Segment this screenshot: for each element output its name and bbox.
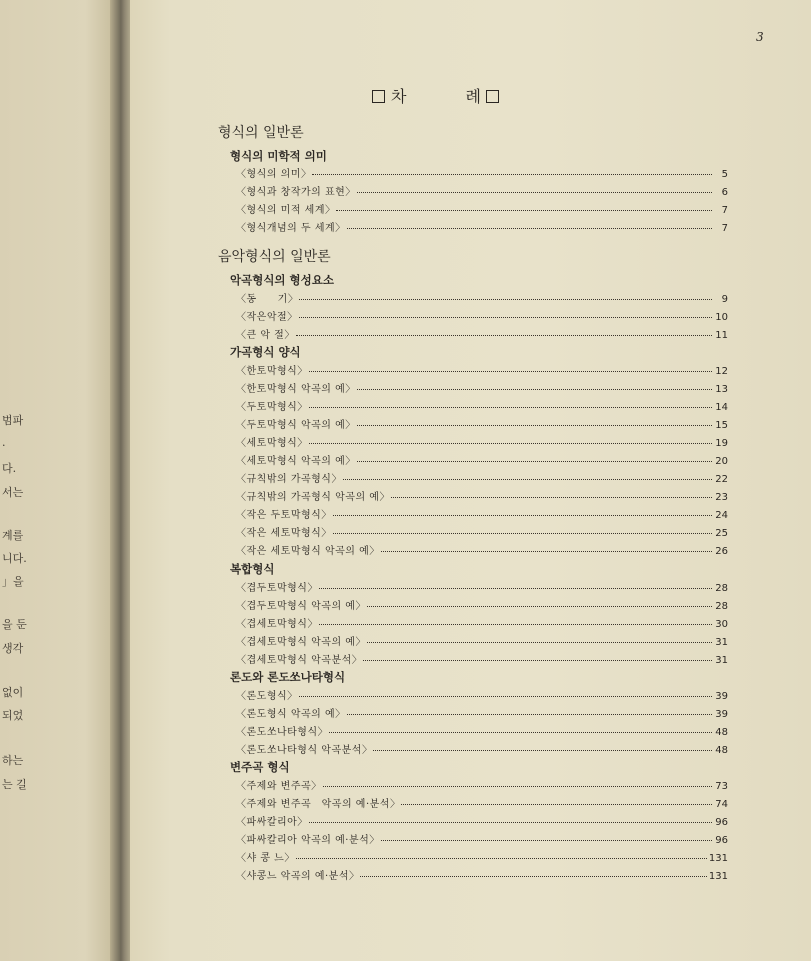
toc-entry[interactable] [236, 651, 728, 665]
toc-entry-page: 6 [721, 187, 728, 198]
page-number: 3 [756, 30, 764, 44]
dot-leader [336, 210, 712, 211]
left-text-fragment: 서는 [2, 486, 24, 499]
toc-entry-page: 24 [715, 510, 728, 521]
dot-leader [309, 822, 712, 823]
toc-entry-page: 23 [715, 492, 728, 503]
dot-leader [373, 750, 712, 751]
toc-entry[interactable] [236, 831, 728, 845]
toc-entry-page: 39 [715, 709, 728, 720]
dot-leader [333, 533, 712, 534]
toc-entry[interactable] [236, 416, 728, 430]
dot-leader [309, 407, 712, 408]
toc-entry-page: 73 [715, 781, 728, 792]
toc-entry-page: 14 [715, 402, 728, 413]
left-text-fragment: 을 둔 [2, 618, 27, 631]
toc-entry[interactable] [236, 849, 728, 863]
dot-leader [367, 642, 712, 643]
toc-entry-label: 〈큰 악 절〉 [236, 330, 295, 341]
dot-leader [296, 858, 707, 859]
dot-leader [309, 371, 712, 372]
toc-entry[interactable] [236, 362, 728, 376]
square-bullet-icon [486, 90, 499, 103]
dot-leader [381, 551, 712, 552]
section-heading: 론도와 론도쏘나타형식 [230, 670, 346, 684]
title-first-char: 차 [391, 87, 408, 106]
toc-entry[interactable] [236, 705, 728, 719]
left-text-fragment: 생각 [2, 642, 24, 655]
toc-entry-label: 〈파싸칼리아 악곡의 예·분석〉 [236, 835, 380, 846]
toc-entry-page: 25 [715, 528, 728, 539]
toc-entry-page: 7 [721, 223, 728, 234]
toc-entry-label: 〈론도쏘나타형식 악곡분석〉 [236, 745, 373, 756]
toc-entry-page: 48 [715, 745, 728, 756]
toc-entry-label: 〈겹세토막형식〉 [236, 619, 318, 630]
toc-entry-label: 〈작은 두토막형식〉 [236, 510, 332, 521]
toc-entry[interactable] [236, 506, 728, 520]
toc-entry[interactable] [236, 434, 728, 448]
dot-leader [329, 732, 712, 733]
dot-leader [296, 335, 712, 336]
toc-entry[interactable] [236, 813, 728, 827]
toc-entry[interactable] [236, 741, 728, 755]
toc-entry-page: 28 [715, 601, 728, 612]
toc-entry-page: 28 [715, 583, 728, 594]
dot-leader [401, 804, 712, 805]
toc-entry-label: 〈론도쏘나타형식〉 [236, 727, 329, 738]
toc-entry-page: 19 [715, 438, 728, 449]
toc-entry-label: 〈세토막형식〉 [236, 438, 308, 449]
toc-entry[interactable] [236, 867, 728, 881]
toc-entry-label: 〈형식의 미적 세계〉 [236, 205, 336, 216]
toc-entry[interactable] [236, 165, 728, 179]
toc-entry[interactable] [236, 777, 728, 791]
dot-leader [381, 840, 712, 841]
dot-leader [299, 299, 712, 300]
toc-entry-page: 131 [708, 853, 728, 864]
toc-entry[interactable] [236, 723, 728, 737]
toc-entry[interactable] [236, 795, 728, 809]
left-text-fragment: 다. [2, 462, 17, 475]
toc-entry-page: 30 [715, 619, 728, 630]
toc-entry[interactable] [236, 201, 728, 215]
dot-leader [357, 389, 712, 390]
toc-entry-label: 〈규칙밖의 가곡형식 악곡의 예〉 [236, 492, 390, 503]
toc-entry-label: 〈두토막형식〉 [236, 402, 308, 413]
toc-entry[interactable] [236, 542, 728, 556]
toc-entry-label: 〈형식개념의 두 세계〉 [236, 223, 346, 234]
dot-leader [312, 174, 712, 175]
toc-entry-page: 39 [715, 691, 728, 702]
toc-entry-page: 9 [721, 294, 728, 305]
toc-entry[interactable] [236, 219, 728, 233]
toc-entry-label: 〈작은 세토막형식 악곡의 예〉 [236, 546, 380, 557]
toc-entry[interactable] [236, 380, 728, 394]
toc-entry-label: 〈파싸칼리아〉 [236, 817, 308, 828]
toc-entry-page: 48 [715, 727, 728, 738]
toc-entry-label: 〈작은 세토막형식〉 [236, 528, 332, 539]
toc-entry-label: 〈겹세토막형식 악곡분석〉 [236, 655, 363, 666]
toc-entry[interactable] [236, 326, 728, 340]
dot-leader [357, 425, 712, 426]
toc-entry[interactable] [236, 524, 728, 538]
toc-entry-label: 〈샤 콩 느〉 [236, 853, 295, 864]
toc-entry-label: 〈주제와 변주곡〉 [236, 781, 322, 792]
toc-entry-page: 10 [715, 312, 728, 323]
toc-entry-page: 131 [708, 871, 728, 882]
toc-entry-label: 〈론도형식 악곡의 예〉 [236, 709, 346, 720]
left-text-fragment: . [2, 436, 6, 449]
dot-leader [333, 515, 712, 516]
dot-leader [391, 497, 712, 498]
left-page [0, 0, 122, 961]
toc-entry-label: 〈형식과 창작가의 표현〉 [236, 187, 356, 198]
toc-entry-label: 〈규칙밖의 가곡형식〉 [236, 474, 342, 485]
toc-entry[interactable] [236, 183, 728, 197]
toc-entry-label: 〈작은악절〉 [236, 312, 298, 323]
toc-entry[interactable] [236, 452, 728, 466]
toc-entry-label: 〈론도형식〉 [236, 691, 298, 702]
section-heading: 복합형식 [230, 562, 275, 576]
section-heading: 악곡형식의 형성요소 [230, 273, 334, 287]
toc-entry-page: 13 [715, 384, 728, 395]
toc-entry-page: 7 [721, 205, 728, 216]
toc-entry-label: 〈겹두토막형식〉 [236, 583, 318, 594]
toc-entry-page: 31 [715, 655, 728, 666]
page-title [372, 84, 499, 107]
toc-entry[interactable] [236, 579, 728, 593]
toc-entry[interactable] [236, 597, 728, 611]
dot-leader [323, 786, 712, 787]
section-heading: 변주곡 형식 [230, 760, 290, 774]
dot-leader [347, 228, 712, 229]
toc-entry-label: 〈형식의 의미〉 [236, 169, 312, 180]
toc-entry-page: 96 [715, 835, 728, 846]
toc-entry-page: 26 [715, 546, 728, 557]
toc-entry-page: 96 [715, 817, 728, 828]
left-text-fragment: 니다. [2, 552, 27, 565]
toc-entry[interactable] [236, 398, 728, 412]
toc-entry-label: 〈겹두토막형식 악곡의 예〉 [236, 601, 366, 612]
dot-leader [357, 192, 712, 193]
toc-entry[interactable] [236, 488, 728, 502]
dot-leader [309, 443, 712, 444]
left-text-fragment: 범파 [2, 414, 24, 427]
title-second-char: 례 [465, 87, 482, 106]
dot-leader [367, 606, 712, 607]
toc-entry-label: 〈동 기〉 [236, 294, 299, 305]
toc-entry[interactable] [236, 308, 728, 322]
dot-leader [343, 479, 712, 480]
section-heading: 형식의 미학적 의미 [230, 149, 327, 163]
toc-entry-page: 11 [715, 330, 728, 341]
part-heading: 음악형식의 일반론 [218, 249, 331, 265]
left-text-fragment: 하는 [2, 754, 24, 767]
toc-entry[interactable] [236, 290, 728, 304]
toc-entry-label: 〈세토막형식 악곡의 예〉 [236, 456, 356, 467]
toc-entry[interactable] [236, 633, 728, 647]
dot-leader [319, 624, 712, 625]
dot-leader [360, 876, 706, 877]
toc-entry-page: 5 [721, 169, 728, 180]
part-heading: 형식의 일반론 [218, 125, 304, 141]
toc-entry-label: 〈한토막형식 악곡의 예〉 [236, 384, 356, 395]
dot-leader [363, 660, 712, 661]
toc-entry[interactable] [236, 615, 728, 629]
toc-entry-page: 31 [715, 637, 728, 648]
dot-leader [319, 588, 712, 589]
dot-leader [357, 461, 712, 462]
toc-entry[interactable] [236, 687, 728, 701]
toc-entry-page: 15 [715, 420, 728, 431]
dot-leader [299, 696, 712, 697]
toc-entry-page: 20 [715, 456, 728, 467]
dot-leader [299, 317, 712, 318]
square-bullet-icon [372, 90, 385, 103]
left-text-fragment: 는 길 [2, 778, 27, 791]
toc-entry-label: 〈샤콩느 악곡의 예·분석〉 [236, 871, 360, 882]
toc-entry-label: 〈한토막형식〉 [236, 366, 308, 377]
toc-entry-label: 〈주제와 변주곡 악곡의 예·분석〉 [236, 799, 401, 810]
left-text-fragment: 되었 [2, 709, 24, 722]
toc-entry-page: 12 [715, 366, 728, 377]
left-text-fragment: 계를 [2, 529, 24, 542]
left-text-fragment: 」을 [2, 575, 24, 588]
left-text-fragment: 없이 [2, 686, 24, 699]
toc-entry-page: 74 [715, 799, 728, 810]
toc-entry-page: 22 [715, 474, 728, 485]
dot-leader [347, 714, 712, 715]
toc-entry-label: 〈두토막형식 악곡의 예〉 [236, 420, 356, 431]
toc-entry[interactable] [236, 470, 728, 484]
section-heading: 가곡형식 양식 [230, 345, 301, 359]
toc-entry-label: 〈겹세토막형식 악곡의 예〉 [236, 637, 366, 648]
